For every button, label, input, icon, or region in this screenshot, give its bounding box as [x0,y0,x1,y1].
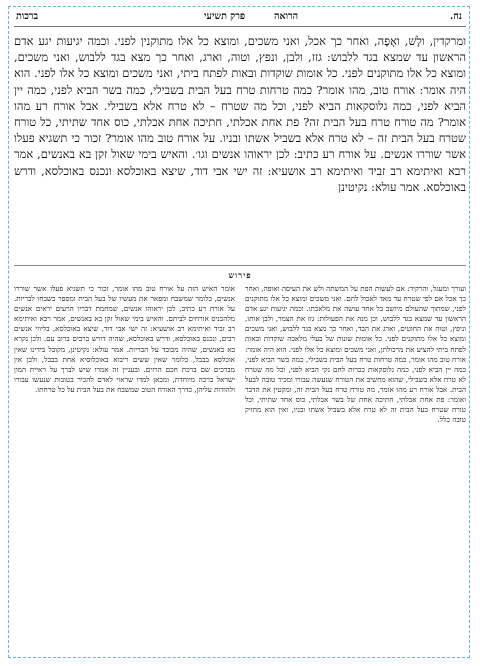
section-divider [14,265,466,266]
chapter-name: הרואה [274,11,299,22]
tractate-name: ברכות [16,11,39,22]
commentary-column-right: ועורך ומעגל, והרקיד: אם לעשות הפת על המשתה ולש את העיסה ואופה, ואחר כך אכל אם לפי שטרח עד מאד לאכול לחם. ואני משכים ומוצא כל אלו מתוקנים לפני, שמתוך שהעולם מיושב כל אחד עושה את מלאכתו. וכמה יגיעות יגע אדם הראשון עד שמצא בגד ללבוש, וכן מנה את הפעולות: גזז את הצמר, ולבן אותו, וניפץ, וטוה את החוטים, וארג את הבד, ואחר כך מצא בגד ללבוש, ואני משכים ומוצא כל אלו מתוקנים לפני. כל אומות שונות של בעלי מלאכה שוקדות ובאות לפתח ביתי להציע את מרכולתן, ואני משכים ומוצא כל אלו לפני. הוא היה אומר: אורח טוב מהו אומר, כמה טרחות טרח בעל הבית בשבילי, כמה בשר הביא לפני, כמה יין הביא לפני, כמה גלוסקאות ככרות לחם נקי הביא לפני, וכל מה שטרח לא טרח אלא בשבילי, שהוא מחשיב את הטורח שנעשה עבורו ומכיר טובה לבעל הבית. אבל אורח רע מהו אומר, מה טורח טרח בעל הבית זה, ומקטין את הדבר ואומר: פת אחת אכלתי, חתיכה אחת של בשר אכלתי, כוס אחד שתיתי, וכל טורח שטרח בעל הבית זה לא טרח אלא בשביל אשתו ובניו, ואין הוא מחזיק טובה כלל. [245,284,466,425]
page-header [14,10,466,27]
main-text-block: ומרקדין, ולָשׁ, ואָפָה, ואחר כך אכל, ואני משכים, ומוצא כל אלו מתוקנין לפני. וכמה יגיעות יגע אדם הראשון עד שמצא בגד ללבוש: גזז, ולבן, ונפץ, וטוה, וארג, ואחר כך מצא בגד ללבוש, ואני משכים, ומוצא כל אלו מתוקנים לפני. כל אומות שוקדות ובאות לפתח ביתי, ואני משכים ומוצא כל אלו לפני. הוא היה אומר: אורח טוב, מהו אומר? כמה טרחות טרח בעל הבית בשבילי, כמה בשר הביא לפני, כמה יין הביא לפני, כמה גלוסקאות הביא לפני, וכל מה שטרח – לא טרח אלא בשבילי. אבל אורח רע מהו אומר? מה טורח טרח בעל הבית זה? פת אחת אכלתי, חתיכה אחת אכלתי, כוס אחד שתיתי, כל טורח שטרח בעל הבית זה – לא טרח אלא בשביל אשתו ובניו. על אורח טוב מהו אומר? זכור כי תשגיא פעלו אשר שוררו אנשים. על אורח רע כתיב: לכן יראוהו אנשים וגו׳. והאיש בימי שאול זקן בא באנשים, אמר רבא ואיתימא רב זביד ואיתימא רב אושעיא: זה ישי אבי דוד, שיצא באוכלסא ונכנס באוכלסא, ודרש באוכלסא. אמר עולא: נקיטינן [14,34,466,194]
commentary-title: פירוש [228,270,252,280]
commentary-column-left: אומר האיש הזה על אורח טוב מהו אומר, זכור כי תשגיא פעלו אשר שוררו אנשים, כלומר שמשבח ומפאר את מעשיו של בעל הבית ומספר בשבחו לבריות. על אורח רע כתיב, לכן יראוהו אנשים, שמחמת דבריו הרעים יראים אנשים מלהכניס אורחים לביתם. והאיש בימי שאול זקן בא באנשים, אמר רבא ואיתימא רב זביד ואיתימא רב אושעיא: זה ישי אבי דוד, שיצא באוכלסא, בליווי אנשים רבים, ונכנס באוכלסא, ודרש באוכלסא, שהיה דורש ברבים ברוב עם. ולכן נקרא בא באנשים, שהיה מכובד על הבריות. אמר עולא: נקיטינן, מקובל בידינו שאין אוכלסא בבבל, כלומר שאין ששים ריבוא באוכלוסיא אחת בבבל, ולכן אין מברכים שם ברכת חכם הרזים. ובעניין זה אמרו שיש לברך על ראיית המון ישראל ברכה מיוחדת, ומכאן למדו שראוי לאדם להכיר בטובות שנעשו עבורו ולהודות עליהן, כדרך האורח הטוב שמשבח את בעל הבית על כל טרחתו. [14,284,235,394]
talmud-page [14,10,466,654]
chapter-label: פרק תשיעי [204,11,246,22]
commentary-columns [14,284,466,666]
folio-number: נח. [449,11,462,22]
